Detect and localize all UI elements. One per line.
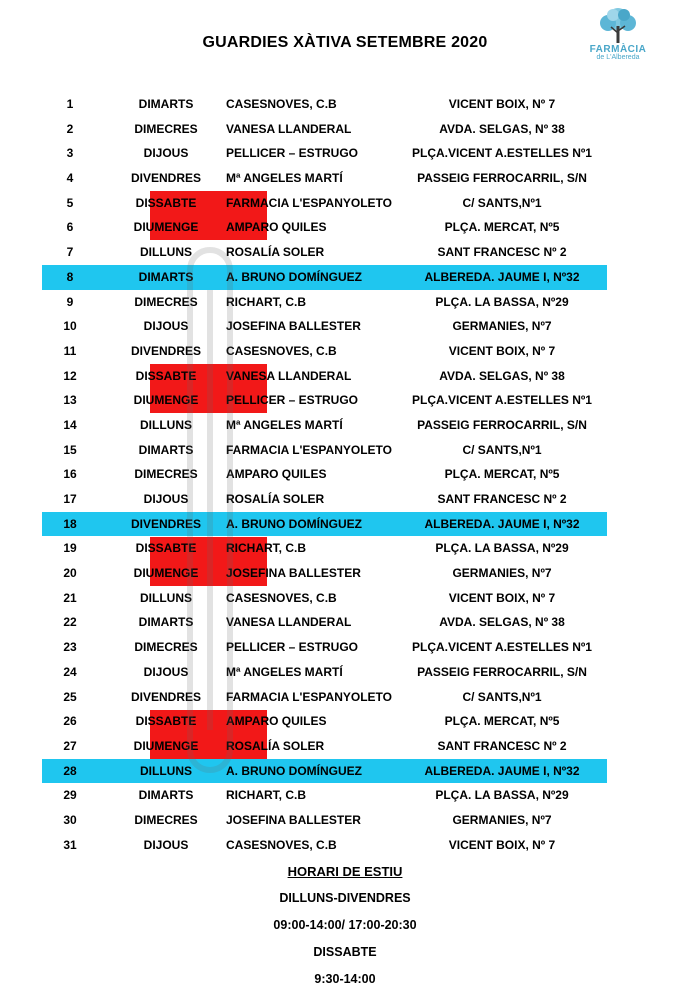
- pharmacy-address: GERMANIES, Nº7: [452, 812, 552, 827]
- pharmacy-address: PLÇA.VICENT A.ESTELLES Nº1: [412, 146, 592, 161]
- pharmacy-name: AMPARO QUILES: [226, 220, 327, 235]
- pharmacy-name: A. BRUNO DOMÍNGUEZ: [226, 763, 362, 778]
- pharmacy-name: Mª ANGELES MARTÍ: [226, 664, 343, 679]
- pharmacy-name: VANESA LLANDERAL: [226, 368, 352, 383]
- weekday: DILLUNS: [140, 417, 192, 432]
- day-number: 15: [63, 442, 77, 457]
- table-row: [42, 487, 607, 512]
- day-number: 1: [66, 97, 74, 111]
- pharmacy-address: VICENT BOIX, Nº 7: [448, 837, 556, 852]
- pharmacy-address: ALBEREDA. JAUME I, Nº32: [424, 516, 580, 531]
- pharmacy-address: PASSEIG FERROCARRIL, S/N: [417, 664, 587, 679]
- weekday: DIUMENGE: [133, 738, 199, 753]
- pharmacy-name: Mª ANGELES MARTÍ: [226, 417, 343, 432]
- weekday: DIMARTS: [138, 615, 194, 630]
- weekday: DIVENDRES: [130, 171, 201, 186]
- table-row: [42, 339, 607, 364]
- weekday: DISSABTE: [135, 368, 197, 383]
- duty-schedule-table: [42, 92, 607, 857]
- pharmacy-name: CASESNOVES, C.B: [226, 837, 337, 852]
- table-row: [42, 685, 607, 710]
- saturday-label: DISSABTE: [313, 945, 377, 959]
- day-number: 13: [63, 393, 77, 408]
- pharmacy-name: RICHART, C.B: [226, 294, 306, 309]
- pharmacy-name: CASESNOVES, C.B: [226, 343, 337, 358]
- weekday: DIJOUS: [143, 319, 189, 334]
- day-number: 19: [63, 541, 77, 556]
- weekday: DIMECRES: [134, 812, 198, 827]
- table-row: [42, 240, 607, 265]
- day-number: 27: [63, 738, 77, 753]
- weekday: DIUMENGE: [133, 566, 199, 581]
- table-row: [42, 536, 607, 561]
- day-number: 10: [63, 319, 77, 334]
- day-number: 11: [63, 343, 77, 358]
- pharmacy-address: ALBEREDA. JAUME I, Nº32: [424, 763, 580, 778]
- weekday: DIVENDRES: [130, 343, 201, 358]
- weekday: DIMARTS: [138, 788, 194, 803]
- weekday: DIUMENGE: [133, 393, 199, 408]
- day-number: 3: [66, 146, 74, 161]
- weekday: DIJOUS: [143, 837, 189, 852]
- pharmacy-address: AVDA. SELGAS, Nº 38: [439, 615, 565, 630]
- table-row: [42, 462, 607, 487]
- table-row: [42, 734, 607, 759]
- logo-brand: FARMÀCIA: [589, 44, 647, 55]
- pharmacy-address: C/ SANTS,Nº1: [462, 195, 542, 210]
- day-number: 31: [63, 837, 77, 852]
- page-title: GUARDIES XÀTIVA SETEMBRE 2020: [202, 34, 488, 51]
- pharmacy-address: PLÇA.VICENT A.ESTELLES Nº1: [412, 393, 592, 408]
- pharmacy-name: RICHART, C.B: [226, 788, 306, 803]
- weekday: DIVENDRES: [130, 689, 201, 704]
- day-number: 16: [63, 467, 77, 482]
- pharmacy-address: PLÇA. LA BASSA, Nº29: [435, 541, 569, 556]
- day-number: 5: [66, 195, 74, 210]
- pharmacy-address: VICENT BOIX, Nº 7: [448, 343, 556, 358]
- weekday: DIJOUS: [143, 146, 189, 161]
- pharmacy-name: PELLICER – ESTRUGO: [226, 146, 359, 161]
- pharmacy-address: GERMANIES, Nº7: [452, 566, 552, 581]
- pharmacy-name: FARMACIA L'ESPANYOLETO: [226, 442, 392, 457]
- day-number: 24: [63, 664, 77, 679]
- pharmacy-name: JOSEFINA BALLESTER: [226, 566, 361, 581]
- pharmacy-name: CASESNOVES, C.B: [226, 590, 337, 605]
- weekday: DISSABTE: [135, 714, 197, 729]
- pharmacy-name: A. BRUNO DOMÍNGUEZ: [226, 269, 362, 284]
- pharmacy-address: PASSEIG FERROCARRIL, S/N: [417, 171, 587, 186]
- table-row: [42, 709, 607, 734]
- table-row: [42, 512, 607, 537]
- day-number: 25: [63, 689, 77, 704]
- table-row: [42, 215, 607, 240]
- day-number: 4: [66, 171, 74, 186]
- pharmacy-address: VICENT BOIX, Nº 7: [448, 590, 556, 605]
- pharmacy-address: SANT FRANCESC Nº 2: [437, 492, 567, 506]
- pharmacy-name: RICHART, C.B: [226, 541, 306, 556]
- pharmacy-name: VANESA LLANDERAL: [226, 615, 352, 630]
- pharmacy-address: AVDA. SELGAS, Nº 38: [439, 368, 565, 383]
- table-row: [42, 783, 607, 808]
- pharmacy-name: CASESNOVES, C.B: [226, 97, 337, 111]
- table-row: [42, 117, 607, 142]
- weekdays-label: DILLUNS-DIVENDRES: [279, 891, 411, 905]
- pharmacy-name: JOSEFINA BALLESTER: [226, 812, 361, 827]
- pharmacy-name: ROSALÍA SOLER: [226, 738, 325, 753]
- table-row: [42, 808, 607, 833]
- table-row: [42, 364, 607, 389]
- day-number: 30: [63, 812, 77, 827]
- day-number: 14: [63, 417, 77, 432]
- pharmacy-address: GERMANIES, Nº7: [452, 319, 552, 334]
- pharmacy-address: PLÇA. MERCAT, Nº5: [444, 467, 560, 482]
- table-row: [42, 92, 607, 117]
- pharmacy-name: JOSEFINA BALLESTER: [226, 319, 361, 334]
- table-row: [42, 561, 607, 586]
- pharmacy-name: A. BRUNO DOMÍNGUEZ: [226, 516, 362, 531]
- pharmacy-address: PLÇA. MERCAT, Nº5: [444, 714, 560, 729]
- pharmacy-address: ALBEREDA. JAUME I, Nº32: [424, 269, 580, 284]
- weekday: DISSABTE: [135, 195, 197, 210]
- weekday: DIJOUS: [143, 664, 189, 679]
- table-row: [42, 610, 607, 635]
- pharmacy-address: PASSEIG FERROCARRIL, S/N: [417, 417, 587, 432]
- pharmacy-address: AVDA. SELGAS, Nº 38: [439, 121, 565, 136]
- pharmacy-address: VICENT BOIX, Nº 7: [448, 97, 556, 111]
- pharmacy-name: ROSALÍA SOLER: [226, 245, 325, 260]
- day-number: 20: [63, 566, 77, 581]
- pharmacy-name: AMPARO QUILES: [226, 714, 327, 729]
- pharmacy-address: PLÇA. LA BASSA, Nº29: [435, 788, 569, 803]
- pharmacy-name: Mª ANGELES MARTÍ: [226, 171, 343, 186]
- pharmacy-name: PELLICER – ESTRUGO: [226, 393, 359, 408]
- table-row: [42, 660, 607, 685]
- weekday: DIMECRES: [134, 467, 198, 482]
- weekday: DIMARTS: [138, 269, 194, 284]
- table-row: [42, 166, 607, 191]
- weekday: DISSABTE: [135, 541, 197, 556]
- weekday: DIUMENGE: [133, 220, 199, 235]
- pharmacy-name: FARMACIA L'ESPANYOLETO: [226, 195, 392, 210]
- day-number: 6: [66, 220, 74, 235]
- pharmacy-name: VANESA LLANDERAL: [226, 121, 352, 136]
- day-number: 18: [63, 516, 77, 531]
- weekday: DIMARTS: [138, 442, 194, 457]
- pharmacy-address: C/ SANTS,Nº1: [462, 442, 542, 457]
- table-row: [42, 388, 607, 413]
- saturday-hours: 9:30-14:00: [314, 972, 376, 986]
- table-row: [42, 586, 607, 611]
- day-number: 22: [63, 615, 77, 630]
- table-row: [42, 265, 607, 290]
- table-row: [42, 290, 607, 315]
- pharmacy-address: PLÇA. LA BASSA, Nº29: [435, 294, 569, 309]
- logo-subtitle: de L'Albereda: [596, 54, 640, 61]
- table-row: [42, 413, 607, 438]
- pharmacy-address: C/ SANTS,Nº1: [462, 689, 542, 704]
- day-number: 2: [66, 121, 74, 136]
- pharmacy-logo: [588, 6, 648, 72]
- pharmacy-name: ROSALÍA SOLER: [226, 492, 325, 506]
- day-number: 23: [63, 640, 77, 655]
- pharmacy-address: PLÇA.VICENT A.ESTELLES Nº1: [412, 640, 592, 655]
- pharmacy-address: PLÇA. MERCAT, Nº5: [444, 220, 560, 235]
- weekday: DILLUNS: [140, 590, 192, 605]
- weekday: DIMARTS: [138, 97, 194, 111]
- day-number: 21: [63, 590, 77, 605]
- day-number: 9: [66, 294, 74, 309]
- weekday: DIMECRES: [134, 294, 198, 309]
- weekday: DIJOUS: [143, 492, 189, 506]
- table-row: [42, 141, 607, 166]
- pharmacy-name: PELLICER – ESTRUGO: [226, 640, 359, 655]
- day-number: 29: [63, 788, 77, 803]
- weekdays-hours: 09:00-14:00/ 17:00-20:30: [273, 918, 417, 932]
- weekday: DIVENDRES: [130, 516, 201, 531]
- weekday: DILLUNS: [140, 763, 192, 778]
- day-number: 28: [63, 763, 77, 778]
- table-row: [42, 759, 607, 784]
- table-row: [42, 314, 607, 339]
- day-number: 7: [66, 245, 74, 260]
- tree-icon: [596, 6, 640, 46]
- day-number: 8: [66, 269, 74, 284]
- weekday: DIMECRES: [134, 640, 198, 655]
- table-row: [42, 191, 607, 216]
- pharmacy-name: AMPARO QUILES: [226, 467, 327, 482]
- pharmacy-address: SANT FRANCESC Nº 2: [437, 245, 567, 260]
- table-row: [42, 438, 607, 463]
- pharmacy-address: SANT FRANCESC Nº 2: [437, 738, 567, 753]
- schedule-heading: HORARI DE ESTIU: [287, 864, 403, 879]
- weekday: DIMECRES: [134, 121, 198, 136]
- pharmacy-name: FARMACIA L'ESPANYOLETO: [226, 689, 392, 704]
- day-number: 17: [63, 492, 77, 506]
- day-number: 12: [63, 368, 77, 383]
- weekday: DILLUNS: [140, 245, 192, 260]
- day-number: 26: [63, 714, 77, 729]
- table-row: [42, 635, 607, 660]
- table-row: [42, 833, 607, 858]
